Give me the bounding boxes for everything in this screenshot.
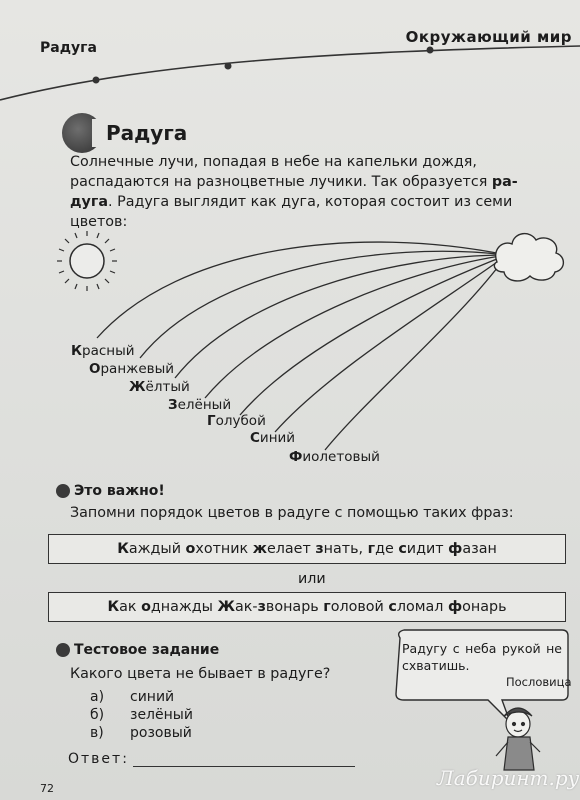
color-label-yellow: Жёлтый [129, 379, 190, 395]
answer-option: в) розовый [90, 725, 192, 741]
header-section-title: Радуга [40, 40, 97, 56]
important-heading: Это важно! [74, 483, 165, 499]
mnemonic-intro: Запомни порядок цветов в радуге с помощью таких фраз: [70, 505, 514, 521]
watermark-logo: Лабиринт.ру [437, 766, 580, 790]
answer-label: Ответ: [68, 751, 129, 767]
color-label-green: Зелёный [168, 397, 232, 413]
proverb-source: Пословица [506, 675, 572, 689]
mnemonic-phrase-2: Как однажды Жак-звонарь головой сломал фонарь [107, 599, 507, 615]
color-label-violet: Фиолетовый [289, 449, 380, 465]
boy-character-icon [496, 708, 540, 770]
intro-paragraph: Солнечные лучи, попадая в небе на капельки дождя, распадаются на разноцветные лучики. Так образуется ра- дуга. Радуга выглядит как дуга, которая состоит из семи цветов: [70, 154, 518, 230]
color-label-red: Красный [71, 343, 135, 359]
or-label: или [298, 571, 326, 587]
test-question: Какого цвета не бывает в радуге? [70, 666, 331, 682]
answer-option: а) синий [90, 689, 175, 705]
mnemonic-phrase-1: Каждый охотник желает знать, где сидит фазан [117, 541, 497, 557]
color-label-light-blue: Голубой [207, 413, 266, 429]
test-heading: Тестовое задание [74, 642, 220, 658]
color-label-blue: Синий [250, 430, 296, 446]
proverb-text: Радугу с неба рукой не схватишь. [402, 641, 562, 673]
color-label-orange: Оранжевый [89, 361, 175, 377]
header-subject: Окружающий мир [405, 28, 572, 46]
answer-option: б) зелёный [90, 707, 193, 723]
page-number: 72 [40, 782, 54, 795]
page-title: Радуга [92, 119, 193, 147]
